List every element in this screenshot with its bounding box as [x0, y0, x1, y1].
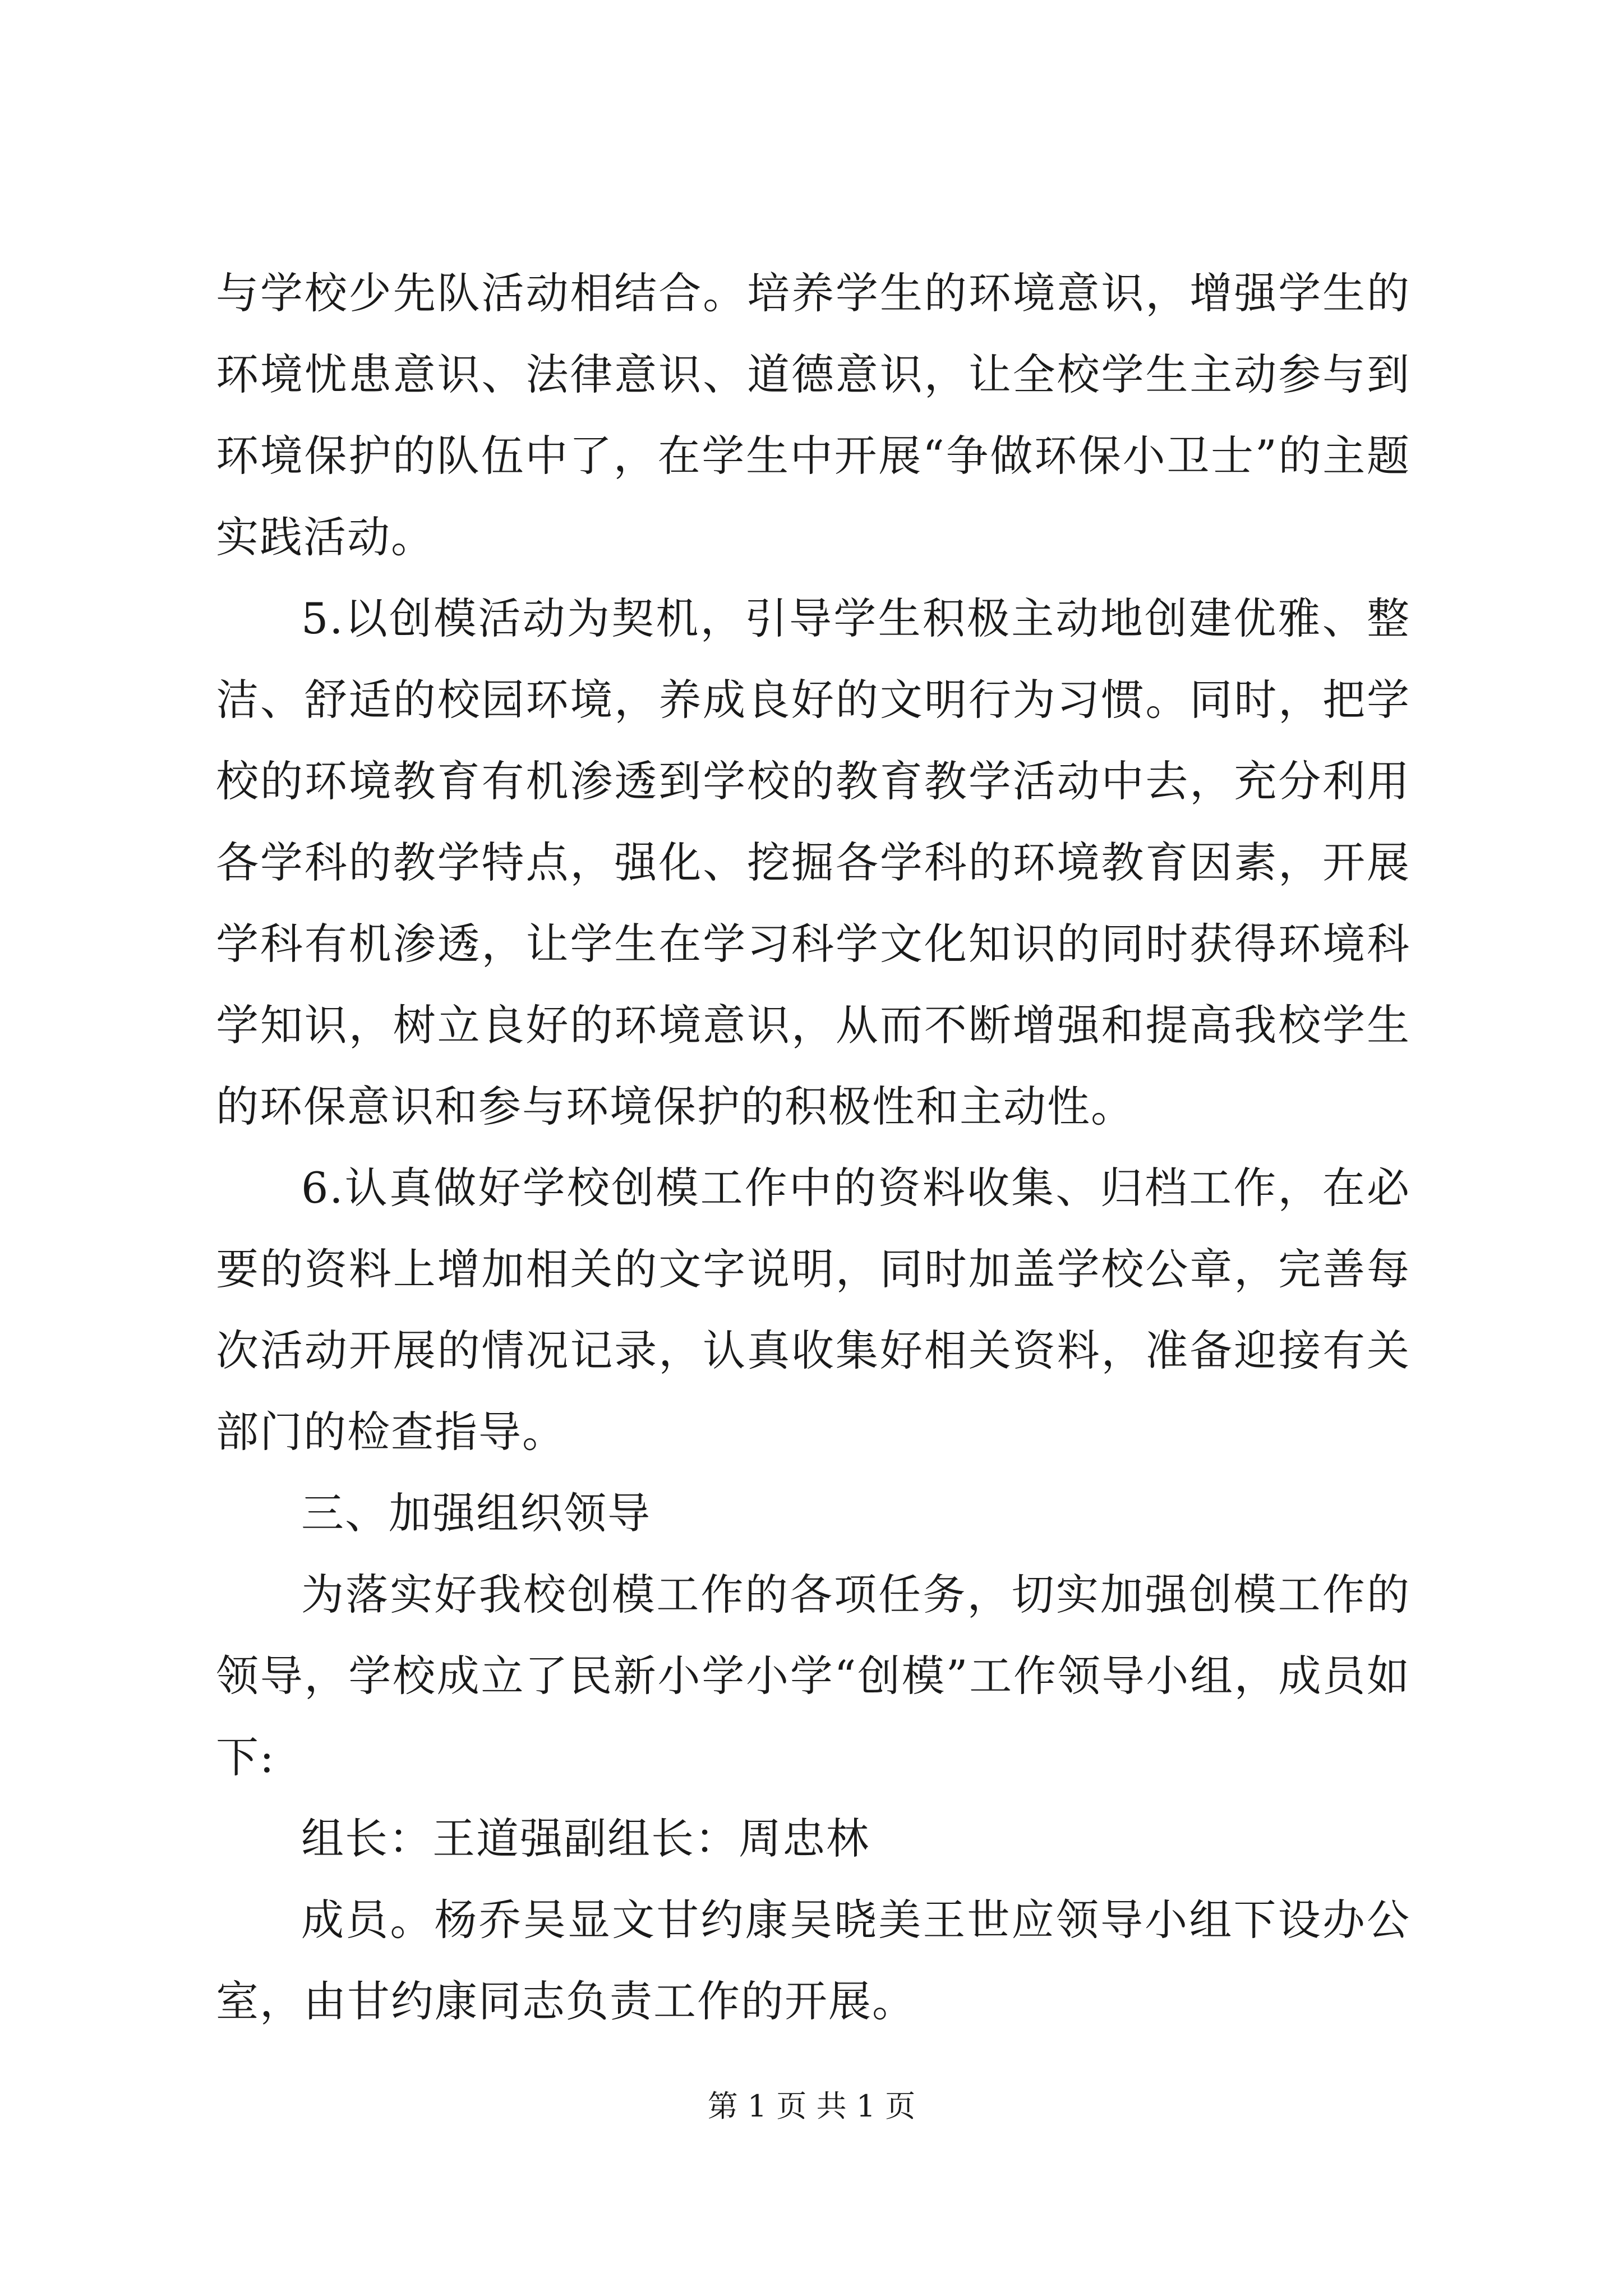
section-heading: 三、加强组织领导 — [301, 1488, 651, 1538]
paragraph-item-5: 5.以创模活动为契机，引导学生积极主动地创建优雅、整洁、舒适的校园环境，养成良好的文明行为习惯。同时，把学校的环境教育有机渗透到学校的教育教学活动中去，充分利用各学科的教学特点，强化、挖掘各学科的环境教育因素，开展学科有机渗透，让学生在学习科学文化知识的同时获得环境科学知识，树立良好的环境意识，从而不断增强和提高我校学生的环保意识和参与环境保护的积极性和主动性。 — [216, 593, 1410, 1131]
paragraph-item-6: 6.认真做好学校创模工作中的资料收集、归档工作，在必要的资料上增加相关的文字说明，同时加盖学校公章，完善每次活动开展的情况记录，认真收集好相关资料，准备迎接有关部门的检查指导。 — [216, 1163, 1410, 1457]
paragraph-continuation: 与学校少先队活动相结合。培养学生的环境意识，增强学生的环境忧患意识、法律意识、道德意识，让全校学生主动参与到环境保护的队伍中了，在学生中开展“争做环保小卫士”的主题实践活动。 — [216, 268, 1410, 562]
paragraph-members: 成员。杨乔吴显文甘约康吴晓美王世应领导小组下设办公室，由甘约康同志负责工作的开展。 — [216, 1895, 1410, 2026]
page-footer: 第 1 页 共 1 页 — [707, 2088, 916, 2124]
paragraph-leaders: 组长：王道强副组长：周忠林 — [301, 1814, 870, 1864]
document-body — [216, 252, 1410, 2042]
paragraph-leadership: 为落实好我校创模工作的各项任务，切实加强创模工作的领导，学校成立了民新小学小学“创模”工作领导小组，成员如下: — [216, 1570, 1410, 1782]
